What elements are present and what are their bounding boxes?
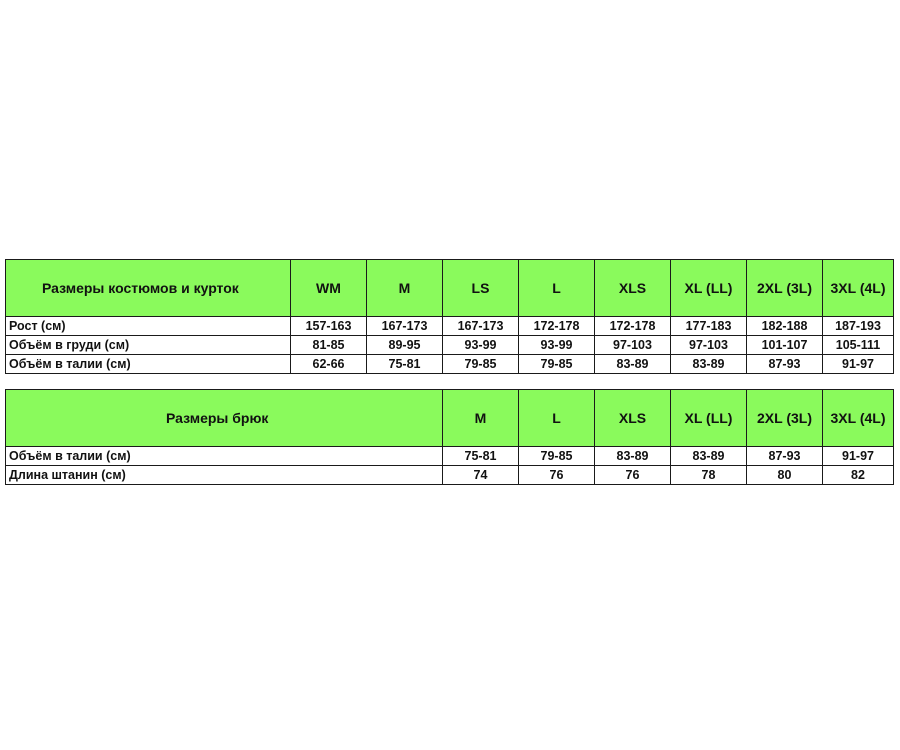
table-cell: 78 <box>671 466 747 485</box>
table-row <box>6 317 894 336</box>
table-cell: 157-163 <box>291 317 367 336</box>
jacket-size-table <box>5 259 894 374</box>
size-header: XL (LL) <box>671 390 747 447</box>
table-cell: 83-89 <box>671 355 747 374</box>
table-cell: 76 <box>595 466 671 485</box>
table-cell: 172-178 <box>595 317 671 336</box>
table-cell: 81-85 <box>291 336 367 355</box>
table-cell: 105-111 <box>823 336 894 355</box>
pants-header-row <box>6 390 894 447</box>
size-header: 3XL (4L) <box>823 390 894 447</box>
table-cell: 97-103 <box>595 336 671 355</box>
table-row <box>6 355 894 374</box>
table-cell: 79-85 <box>519 447 595 466</box>
size-header: M <box>367 260 443 317</box>
table-cell: 172-178 <box>519 317 595 336</box>
size-header: 2XL (3L) <box>747 390 823 447</box>
table-cell: 79-85 <box>519 355 595 374</box>
jacket-table-title: Размеры костюмов и курток <box>6 260 291 317</box>
table-cell: 83-89 <box>595 355 671 374</box>
size-header: 3XL (4L) <box>823 260 894 317</box>
size-header: WM <box>291 260 367 317</box>
size-header: L <box>519 390 595 447</box>
table-cell: 75-81 <box>367 355 443 374</box>
row-label: Длина штанин (см) <box>6 466 443 485</box>
table-cell: 91-97 <box>823 355 894 374</box>
table-cell: 83-89 <box>595 447 671 466</box>
table-cell: 82 <box>823 466 894 485</box>
table-cell: 83-89 <box>671 447 747 466</box>
table-cell: 93-99 <box>519 336 595 355</box>
size-header: XL (LL) <box>671 260 747 317</box>
table-cell: 62-66 <box>291 355 367 374</box>
table-cell: 76 <box>519 466 595 485</box>
size-header: M <box>443 390 519 447</box>
row-label: Объём в груди (см) <box>6 336 291 355</box>
table-cell: 91-97 <box>823 447 894 466</box>
size-header: LS <box>443 260 519 317</box>
table-cell: 93-99 <box>443 336 519 355</box>
table-cell: 187-193 <box>823 317 894 336</box>
table-cell: 87-93 <box>747 355 823 374</box>
size-header: 2XL (3L) <box>747 260 823 317</box>
table-cell: 167-173 <box>443 317 519 336</box>
table-cell: 177-183 <box>671 317 747 336</box>
size-header: L <box>519 260 595 317</box>
table-cell: 87-93 <box>747 447 823 466</box>
table-row <box>6 447 894 466</box>
table-row <box>6 336 894 355</box>
table-cell: 80 <box>747 466 823 485</box>
size-header: XLS <box>595 390 671 447</box>
pants-size-table <box>5 389 894 485</box>
size-header: XLS <box>595 260 671 317</box>
table-cell: 167-173 <box>367 317 443 336</box>
table-cell: 101-107 <box>747 336 823 355</box>
row-label: Объём в талии (см) <box>6 447 443 466</box>
table-cell: 79-85 <box>443 355 519 374</box>
row-label: Рост (см) <box>6 317 291 336</box>
table-cell: 97-103 <box>671 336 747 355</box>
table-row <box>6 466 894 485</box>
jacket-header-row <box>6 260 894 317</box>
table-cell: 75-81 <box>443 447 519 466</box>
table-cell: 89-95 <box>367 336 443 355</box>
table-cell: 182-188 <box>747 317 823 336</box>
pants-table-title: Размеры брюк <box>6 390 443 447</box>
row-label: Объём в талии (см) <box>6 355 291 374</box>
table-cell: 74 <box>443 466 519 485</box>
